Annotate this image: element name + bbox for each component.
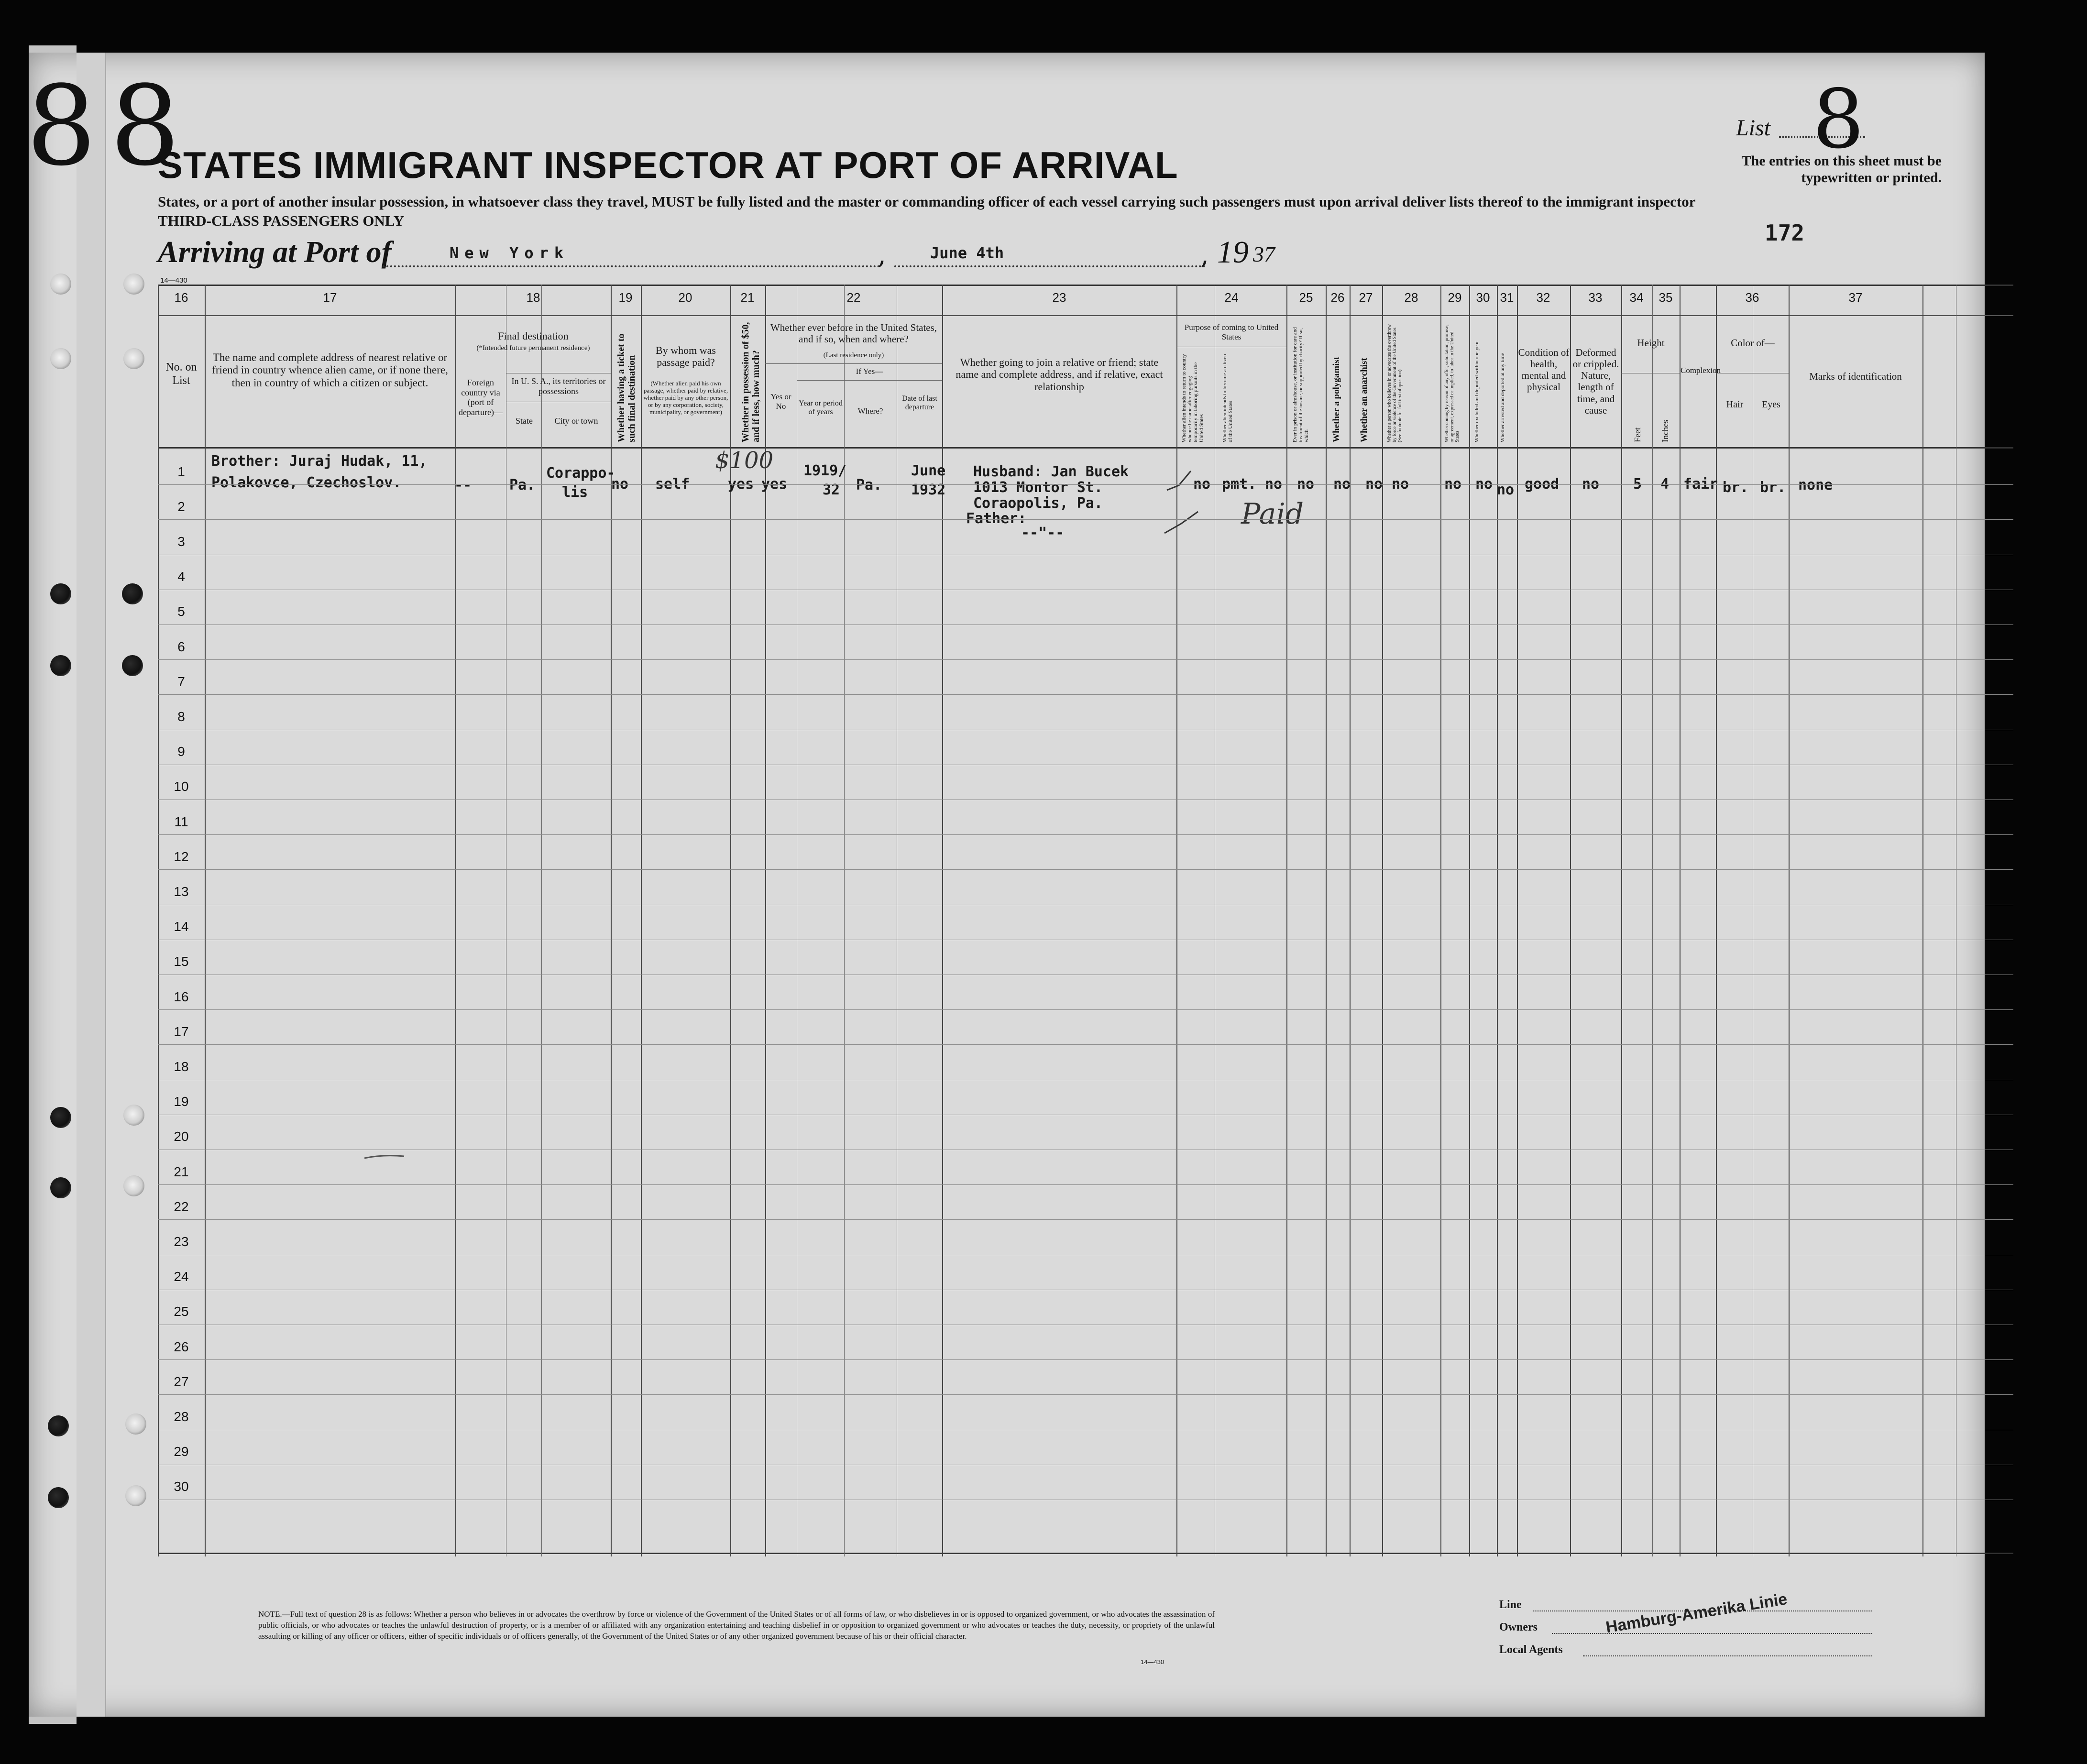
col-number: 25 <box>1299 290 1313 305</box>
header-join-relative: Whether going to join a relative or friend; state name and complete address, and if relative, exact relationship <box>956 356 1163 393</box>
header-in-usa: In U. S. A., its territories or possessions <box>511 376 606 396</box>
col-sep <box>205 285 206 1556</box>
header-eyes: Eyes <box>1762 399 1780 410</box>
entry-purpose-citizen: pmt. <box>1222 476 1257 493</box>
punch-hole <box>125 1413 146 1435</box>
punch-hole <box>123 1175 144 1196</box>
entry-c25-no: no <box>1265 476 1283 493</box>
class-line: THIRD-CLASS PASSENGERS ONLY <box>158 212 405 230</box>
header-city: City or town <box>554 416 598 426</box>
entry-health: good <box>1525 476 1560 493</box>
punch-hole <box>50 1107 71 1128</box>
row-number: 27 <box>174 1374 189 1389</box>
entry-inches: 4 <box>1660 476 1670 493</box>
col-number: 17 <box>323 290 337 305</box>
port-value: New York <box>450 244 570 262</box>
col-sep <box>1469 285 1470 1556</box>
row-number: 10 <box>174 779 189 794</box>
header-feet: Feet <box>1633 427 1642 442</box>
header-yes-no: Yes or No <box>770 392 791 411</box>
header-complexion: Complexion <box>1681 366 1721 375</box>
arriving-label: Arriving at Port of <box>158 235 392 269</box>
row-rule <box>158 1184 2013 1185</box>
entry-hair: br. <box>1723 479 1749 496</box>
header-inches: Inches <box>1660 420 1670 442</box>
col-number: 35 <box>1659 290 1673 305</box>
col-number: 34 <box>1629 290 1644 305</box>
row-number: 14 <box>174 919 189 934</box>
col-number: 23 <box>1052 290 1066 305</box>
header-overthrow: Whether a person who believes in or advocates the overthrow by force or violence of the Government of the United States (See footnote for full text of question) <box>1387 324 1403 442</box>
punch-hole <box>50 583 71 604</box>
row-number: 25 <box>174 1304 189 1319</box>
header-ticket: Whether having a ticket to such final destination <box>616 333 637 442</box>
list-number: 8 <box>1812 72 1865 167</box>
entry-overthrow: no <box>1392 476 1409 493</box>
punch-hole <box>122 583 143 604</box>
row-rule <box>158 834 2013 835</box>
date-line <box>894 265 1205 267</box>
col-number: 28 <box>1404 290 1418 305</box>
header-final-destination-note: (*Intended future permanent residence) <box>476 344 590 352</box>
entry-arrested: no <box>1497 482 1515 498</box>
header-passage-note: (Whether alien paid his own passage, whether paid by relative, whether paid by any other person, or by any corporation, society, municipality, or government) <box>643 380 728 416</box>
row-number: 23 <box>174 1234 189 1249</box>
header-state: State <box>516 416 533 426</box>
sub-rule <box>797 380 942 381</box>
page-title: STATES IMMIGRANT INSPECTOR AT PORT OF ARRIVAL <box>158 144 1178 186</box>
col-sep <box>1680 285 1681 1556</box>
handwritten-paid-note: Paid <box>1241 497 1304 531</box>
punch-hole <box>123 274 144 295</box>
header-deformed: Deformed or crippled. Nature, length of time, and cause <box>1572 347 1619 416</box>
entry-marks: none <box>1798 477 1833 493</box>
header-no-on-list: No. on List <box>165 361 197 387</box>
col-sep <box>1652 285 1653 1556</box>
list-label: List <box>1736 115 1771 141</box>
binding-margin <box>77 53 106 1717</box>
entry-relative-line1: Brother: Juraj Hudak, 11, <box>211 453 428 470</box>
entry-money: yes <box>728 476 754 493</box>
owners-label: Owners <box>1499 1621 1538 1633</box>
col-number: 27 <box>1359 290 1373 305</box>
header-relative: The name and complete address of nearest relative or friend in country whence alien came, or if none there, then in country of which a citizen or subject. <box>212 351 448 389</box>
entry-eyes: br. <box>1760 479 1786 496</box>
owners-field <box>1552 1633 1872 1634</box>
punch-hole <box>50 274 71 295</box>
col-sep <box>1789 285 1790 1556</box>
entry-money-handwritten: $100 <box>715 447 774 474</box>
col-sep <box>641 285 642 1556</box>
sub-rule <box>765 363 942 364</box>
col-sep <box>1326 285 1327 1556</box>
row-rule <box>158 484 2013 485</box>
col-number: 16 <box>174 290 188 305</box>
col-number: 32 <box>1536 290 1550 305</box>
col-sep <box>1570 285 1571 1556</box>
col-number: 26 <box>1330 290 1345 305</box>
entry-years-line2: 32 <box>823 482 840 498</box>
entry-relative-line2: Polakovce, Czechoslov. <box>211 474 402 491</box>
col-number: 22 <box>846 290 861 305</box>
header-where: Where? <box>857 406 883 416</box>
header-final-destination: Final destination <box>498 330 569 342</box>
row-number: 5 <box>177 604 185 619</box>
row-number: 3 <box>177 534 185 549</box>
row-rule <box>158 694 2013 695</box>
date-value: June 4th <box>930 244 1004 262</box>
entry-years-line1: 1919/ <box>803 462 847 479</box>
punch-hole <box>48 1487 69 1508</box>
margin-mark-left: 8 <box>26 63 97 190</box>
col-sep <box>1497 285 1498 1556</box>
subtitle-text: States, or a port of another insular possession, in whatsoever class they travel, MUST be fully listed and the master or commanding officer of each vessel carrying such passengers must upon arrival deliver lists thereof to the immigrant inspector <box>158 193 1696 210</box>
row-number: 30 <box>174 1479 189 1494</box>
form-code-top: 14—430 <box>160 276 187 285</box>
punch-hole <box>50 655 71 676</box>
col-number: 19 <box>618 290 633 305</box>
col-number: 31 <box>1500 290 1514 305</box>
row-number: 11 <box>174 814 188 829</box>
line-label: Line <box>1499 1599 1522 1611</box>
row-number: 13 <box>174 884 189 899</box>
row-number: 17 <box>174 1024 189 1039</box>
entry-ticket: no <box>611 476 629 493</box>
entry-join-line4: Father: <box>966 510 1027 527</box>
row-rule <box>158 1009 2013 1010</box>
col-number: 24 <box>1224 290 1239 305</box>
row-number: 16 <box>174 989 189 1004</box>
header-prison: Ever in prison or almshouse, or institution for care and treatment of the insane, or supported by charity? If so, which <box>1292 327 1310 442</box>
col-number: 21 <box>740 290 755 305</box>
col-number: 37 <box>1848 290 1863 305</box>
col-sep <box>158 285 159 1556</box>
row-rule <box>158 1359 2013 1360</box>
row-number: 6 <box>177 639 185 654</box>
row-rule <box>158 869 2013 870</box>
comma: , <box>878 239 886 270</box>
row-number: 8 <box>177 709 185 724</box>
row-number: 7 <box>177 674 185 689</box>
punch-hole <box>122 655 143 676</box>
header-labor-offer: Whether coming by reason of any offer, solicitation, promise, or agreement, expressed or implied, to labor in the United States <box>1444 324 1460 442</box>
entry-departure-line2: 1932 <box>911 482 946 498</box>
entry-join-line2: 1013 Montor St. <box>973 479 1103 496</box>
header-marks: Marks of identification <box>1809 371 1902 382</box>
year-suffix: 37 <box>1253 242 1275 266</box>
entry-city-line2: lis <box>562 484 588 501</box>
entry-paid-by: self <box>655 476 690 493</box>
row-number: 1 <box>177 464 185 479</box>
agents-field <box>1583 1655 1872 1656</box>
punch-hole <box>123 348 144 369</box>
manifest-table <box>158 285 2013 1556</box>
header-purpose-citizen: Whether alien intends to become a citizen of the United States <box>1222 354 1234 442</box>
col-sep <box>1286 285 1287 1556</box>
page-number: 172 <box>1765 220 1805 246</box>
row-number: 26 <box>174 1339 189 1354</box>
form-code-bottom: 14—430 <box>1141 1658 1164 1665</box>
row-number: 22 <box>174 1199 189 1214</box>
rule-numbers <box>158 315 2013 316</box>
rule-header-bottom <box>158 447 2013 449</box>
col-number: 30 <box>1476 290 1490 305</box>
agents-label: Local Agents <box>1499 1643 1563 1656</box>
col-sep <box>1922 285 1923 1556</box>
typewritten-note: The entries on this sheet must be typewritten or printed. <box>1741 153 1942 186</box>
punch-hole <box>50 1177 71 1198</box>
entry-purpose-temporary: no <box>1193 476 1211 493</box>
row-number: 15 <box>174 954 189 969</box>
punch-hole <box>123 1105 144 1126</box>
entry-state: Pa. <box>509 477 536 493</box>
entry-excluded: no <box>1475 476 1493 493</box>
row-number: 18 <box>174 1059 189 1074</box>
row-number: 19 <box>174 1094 189 1109</box>
header-height: Height <box>1637 337 1665 349</box>
entry-foreign-via: -- <box>454 477 472 493</box>
row-number: 28 <box>174 1409 189 1424</box>
header-arrested: Whether arrested and deported at any time <box>1500 353 1505 442</box>
header-ever-before-note: (Last residence only) <box>823 351 884 359</box>
stray-mark <box>363 1152 406 1162</box>
row-number: 12 <box>174 849 189 864</box>
port-line <box>383 265 880 267</box>
header-purpose: Purpose of coming to United States <box>1184 323 1279 341</box>
punch-hole <box>48 1415 69 1436</box>
footnote-question-28: NOTE.—Full text of question 28 is as follows: Whether a person who believes in or advocates the overthrow by force or violence of the Government of the United States or of all forms of law, or who disbelieves in or is opposed to organized government, or who advocates the assassination of public officials, or who advocates or teaches the unlawful destruction of property, or is a member of or affiliated with any organization entertaining and teaching disbelief in or opposition to organized government or who advocates or teaches the duty, necessity, or propriety of the unlawful assaulting or killing of any officer or officers, either of specific individuals or of officers generally, of the Government of the United States or of any other organized government because of his or their official character. <box>258 1610 1215 1641</box>
margin-mark-right: 8 <box>110 63 180 190</box>
header-foreign-country: Foreign country via (port of departure)— <box>459 378 503 417</box>
header-color: Color of— <box>1731 337 1775 349</box>
comma2: , <box>1200 239 1209 270</box>
punch-hole <box>50 348 71 369</box>
header-ever-before: Whether ever before in the United States, and if so, when and where? <box>770 322 937 345</box>
year-prefix: 19 <box>1217 235 1249 270</box>
col-number: 18 <box>526 290 540 305</box>
col-number: 29 <box>1448 290 1462 305</box>
header-passage-paid: By whom was passage paid? <box>656 344 716 369</box>
header-last-departure: Date of last departure <box>902 394 937 412</box>
entry-anarchist: no <box>1365 476 1383 493</box>
entry-city-line1: Corappo- <box>546 465 615 482</box>
entry-join-line3: Coraopolis, Pa. <box>973 495 1103 512</box>
row-number: 2 <box>177 499 185 514</box>
col-sep <box>1440 285 1441 1556</box>
col-number: 36 <box>1745 290 1759 305</box>
page-subtitle <box>158 192 1784 231</box>
header-anarchist: Whether an anarchist <box>1359 358 1369 442</box>
header-purpose-temporary: Whether alien intends to return to country whence he came after engaging temporarily in laboring pursuits in the United States <box>1181 354 1205 442</box>
entry-before-yes: yes <box>761 476 788 493</box>
header-if-yes: If Yes— <box>856 367 883 376</box>
row-rule <box>158 519 2013 520</box>
entry-join-line5: --"-- <box>1021 525 1065 541</box>
row-rule <box>158 1044 2013 1045</box>
row-number: 29 <box>174 1444 189 1459</box>
entry-departure-line1: June <box>911 462 946 479</box>
col-sep <box>455 285 456 1556</box>
row-number: 4 <box>177 569 185 584</box>
col-sep <box>1517 285 1518 1556</box>
row-rule <box>158 659 2013 660</box>
punch-hole <box>125 1485 146 1506</box>
row-rule <box>158 1394 2013 1395</box>
col-number: 33 <box>1588 290 1603 305</box>
rule-bottom <box>158 1553 2013 1554</box>
row-number: 9 <box>177 744 185 759</box>
header-period: Year or period of years <box>799 399 843 416</box>
row-number: 20 <box>174 1129 189 1144</box>
header-money: Whether in possession of $50, and if less, how much? <box>740 322 761 442</box>
rule-top <box>158 285 2013 286</box>
col-sep <box>541 285 542 1556</box>
entry-join-line1: Husband: Jan Bucek <box>973 463 1129 480</box>
header-health: Condition of health, mental and physical <box>1518 347 1570 393</box>
entry-feet: 5 <box>1633 476 1642 493</box>
row-rule <box>158 1219 2013 1220</box>
row-number: 24 <box>174 1269 189 1284</box>
entry-where: Pa. <box>856 477 882 493</box>
header-excluded: Whether excluded and deported within one year <box>1474 341 1480 442</box>
row-number: 21 <box>174 1164 189 1179</box>
entry-polygamist: no <box>1333 476 1351 493</box>
entry-prison: no <box>1297 476 1315 493</box>
header-hair: Hair <box>1726 399 1744 410</box>
entry-deformed: no <box>1582 476 1600 493</box>
entry-labor-offer: no <box>1444 476 1462 493</box>
entry-complexion: fair <box>1683 476 1718 493</box>
header-polygamist: Whether a polygamist <box>1331 356 1341 442</box>
col-number: 20 <box>678 290 692 305</box>
agents-stamp: Hamburg-Amerika Linie <box>1604 1590 1789 1637</box>
col-sep <box>1621 285 1622 1556</box>
